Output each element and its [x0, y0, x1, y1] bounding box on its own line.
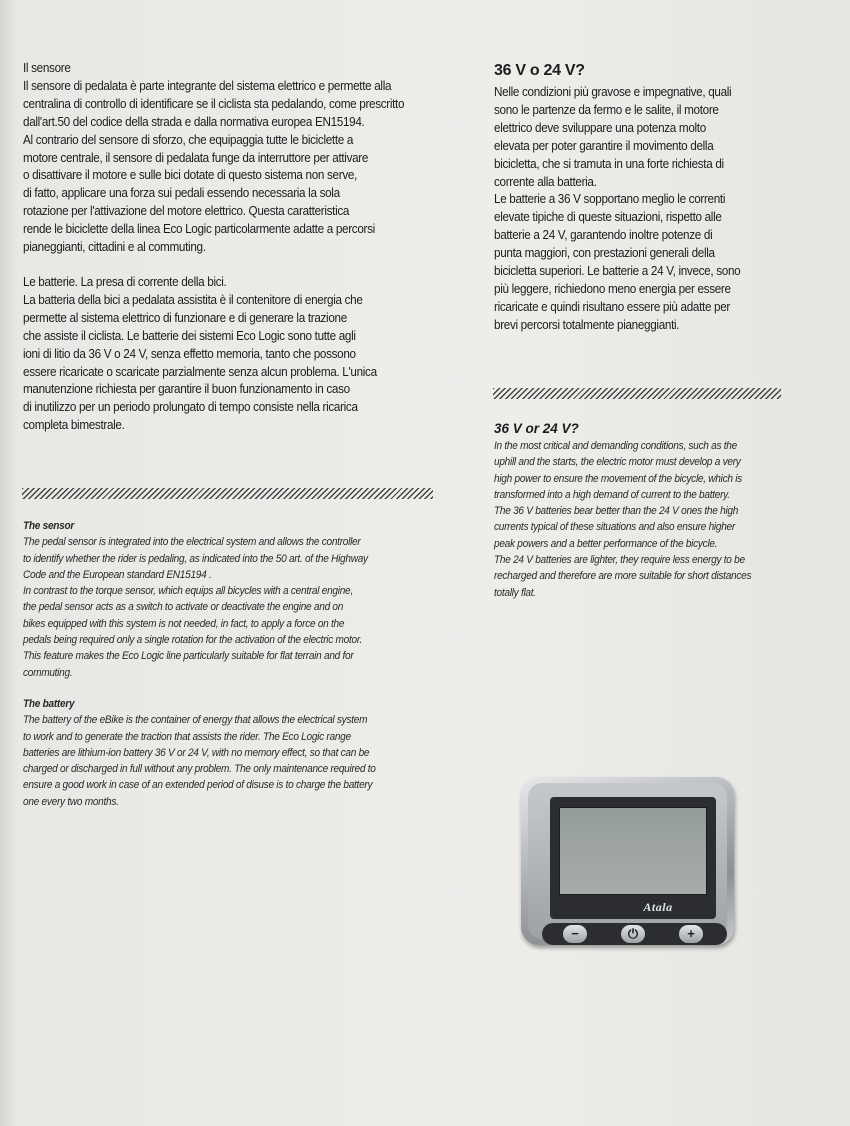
- text-line: In the most critical and demanding conditions, such as the: [494, 440, 737, 452]
- sensor-section-it: [23, 60, 433, 257]
- text-line: Le batterie a 36 V sopportano meglio le correnti: [494, 192, 726, 207]
- text-line: punta maggiori, con prestazioni generali della: [494, 246, 715, 261]
- text-line: ricaricate e quindi risultano essere più adatte per: [494, 299, 731, 314]
- text-line: pianeggianti, cittadini e al commuting.: [23, 240, 206, 255]
- text-line: Il sensore di pedalata è parte integrante del sistema elettrico e permette alla: [23, 78, 392, 93]
- text-line: motore centrale, il sensore di pedalata funge da interruttore per attivare: [23, 150, 369, 165]
- spacer: [23, 681, 443, 696]
- text-line: high power to ensure the movement of the bicycle, which is: [494, 472, 742, 485]
- text-line: commuting.: [23, 666, 73, 679]
- text-line: pedals being required only a single rotation for the activation of the electric motor.: [23, 634, 363, 647]
- voltage-section-it: [494, 84, 782, 335]
- text-line: ioni di litio da 36 V o 24 V, senza effetto memoria, tanto che possono: [23, 346, 356, 361]
- text-line: one every two months.: [23, 795, 119, 808]
- voltage-section-en: [494, 438, 794, 601]
- device-frame: [528, 783, 727, 939]
- text-line: currents typical of these situations and also ensure higher: [494, 521, 735, 534]
- text-line: essere ricaricate o scaricate parzialmente senza alcun problema. L'unica: [23, 364, 377, 379]
- brand-logo: Atala: [643, 900, 673, 914]
- text-line: In contrast to the torque sensor, which equips all bicycles with a central engine,: [23, 585, 353, 598]
- text-line: peak powers and a better performance of the bicycle.: [494, 537, 718, 550]
- text-line: batteries are lithium-ion battery 36 V or 24 V, with no memory effect, so that can be: [23, 746, 370, 759]
- right-column-italian: [494, 62, 782, 335]
- text-line: transformed into a high demand of current to the battery.: [494, 488, 730, 501]
- text-line: elevate tipiche di queste situazioni, rispetto alle: [494, 210, 722, 225]
- left-column-italian: [23, 60, 433, 435]
- lcd-screen: [559, 807, 707, 895]
- text-line: di inutilizzo per un periodo prolungato di tempo consiste nella ricarica: [23, 400, 358, 415]
- right-column-english: [494, 421, 794, 601]
- hatch-divider-left: [22, 488, 433, 499]
- text-line: dall'art.50 del codice della strada e dalla normativa europea EN15194.: [23, 114, 365, 129]
- sensor-heading-en: The sensor: [23, 520, 75, 532]
- text-line: sono le partenze da fermo e le salite, il motore: [494, 102, 719, 117]
- text-line: corrente alla batteria.: [494, 174, 597, 189]
- ebike-display-device: [521, 777, 734, 945]
- text-line: the pedal sensor acts as a switch to activate or deactivate the engine and on: [23, 601, 344, 614]
- text-line: The 36 V batteries bear better than the 24 V ones the high: [494, 505, 739, 518]
- text-line: recharged and therefore are more suitable for short distances: [494, 570, 752, 583]
- text-line: o disattivare il motore e sulle bici dotate di questo sistema non serve,: [23, 168, 357, 183]
- power-button-icon: ⏻: [621, 925, 645, 943]
- text-line: elettrico deve sviluppare una potenza molto: [494, 120, 706, 135]
- hatch-divider-right: [493, 388, 781, 399]
- text-line: to identify whether the rider is pedaling, as indicated into the 50 art. of the Highway: [23, 552, 368, 565]
- voltage-heading-en: 36 V or 24 V?: [494, 421, 579, 436]
- spacer: [23, 257, 433, 274]
- text-line: The battery of the eBike is the container of energy that allows the electrical system: [23, 714, 368, 727]
- text-line: rende le biciclette della linea Eco Logic particolarmente adatte a percorsi: [23, 222, 375, 237]
- text-line: centralina di controllo di identificare se il ciclista sta pedalando, come prescritto: [23, 96, 405, 111]
- text-line: charged or discharged in full without any problem. The only maintenance required to: [23, 763, 376, 776]
- text-line: completa bimestrale.: [23, 418, 125, 433]
- text-line: Nelle condizioni più gravose e impegnative, quali: [494, 85, 732, 99]
- battery-heading-it: Le batterie. La presa di corrente della bici.: [23, 274, 227, 289]
- text-line: di fatto, applicare una forza sui pedali essendo necessaria la sola: [23, 186, 340, 201]
- text-line: elevata per poter garantire il movimento della: [494, 138, 714, 153]
- text-line: bicicletta superiori. Le batterie a 24 V, invece, sono: [494, 264, 741, 279]
- sensor-section-en: [23, 518, 443, 681]
- minus-button-icon: −: [563, 925, 587, 943]
- battery-heading-en: The battery: [23, 697, 75, 710]
- text-line: La batteria della bici a pedalata assistita è il contenitore di energia che: [23, 292, 363, 307]
- text-line: bikes equipped with this system is not needed, in fact, to apply a force on the: [23, 617, 345, 630]
- text-line: rotazione per l'attivazione del motore elettrico. Questa caratteristica: [23, 204, 350, 219]
- text-line: Al contrario del sensore di sforzo, che equipaggia tutte le biciclette a: [23, 132, 354, 147]
- text-line: brevi percorsi totalmente pianeggianti.: [494, 317, 680, 332]
- text-line: The pedal sensor is integrated into the electrical system and allows the controller: [23, 536, 361, 549]
- text-line: to work and to generate the traction that assists the rider. The Eco Logic range: [23, 730, 351, 743]
- text-line: più leggere, richiedono meno energia per essere: [494, 281, 731, 296]
- voltage-heading-it: 36 V o 24 V?: [494, 62, 585, 79]
- battery-section-it: [23, 274, 433, 435]
- text-line: totally flat.: [494, 586, 536, 599]
- sensor-heading-it: Il sensore: [23, 61, 71, 75]
- text-line: This feature makes the Eco Logic line particularly suitable for flat terrain and for: [23, 650, 354, 663]
- text-line: che assiste il ciclista. Le batterie dei sistemi Eco Logic sono tutte agli: [23, 328, 356, 343]
- left-column-english: [23, 518, 443, 810]
- battery-section-en: [23, 696, 443, 810]
- plus-button-icon: +: [679, 925, 703, 943]
- text-line: Code and the European standard EN15194 .: [23, 568, 212, 581]
- text-line: batterie a 24 V, garantendo inoltre potenze di: [494, 228, 713, 243]
- text-line: The 24 V batteries are lighter, they require less energy to be: [494, 554, 745, 567]
- text-line: manutenzione richiesta per garantire il buon funzionamento in caso: [23, 382, 350, 397]
- text-line: permette al sistema elettrico di funzionare e di generare la trazione: [23, 310, 347, 325]
- text-line: ensure a good work in case of an extended period of disuse is to charge the battery: [23, 779, 373, 792]
- text-line: uphill and the starts, the electric motor must develop a very: [494, 456, 741, 469]
- text-line: bicicletta, che si tramuta in una forte richiesta di: [494, 156, 724, 171]
